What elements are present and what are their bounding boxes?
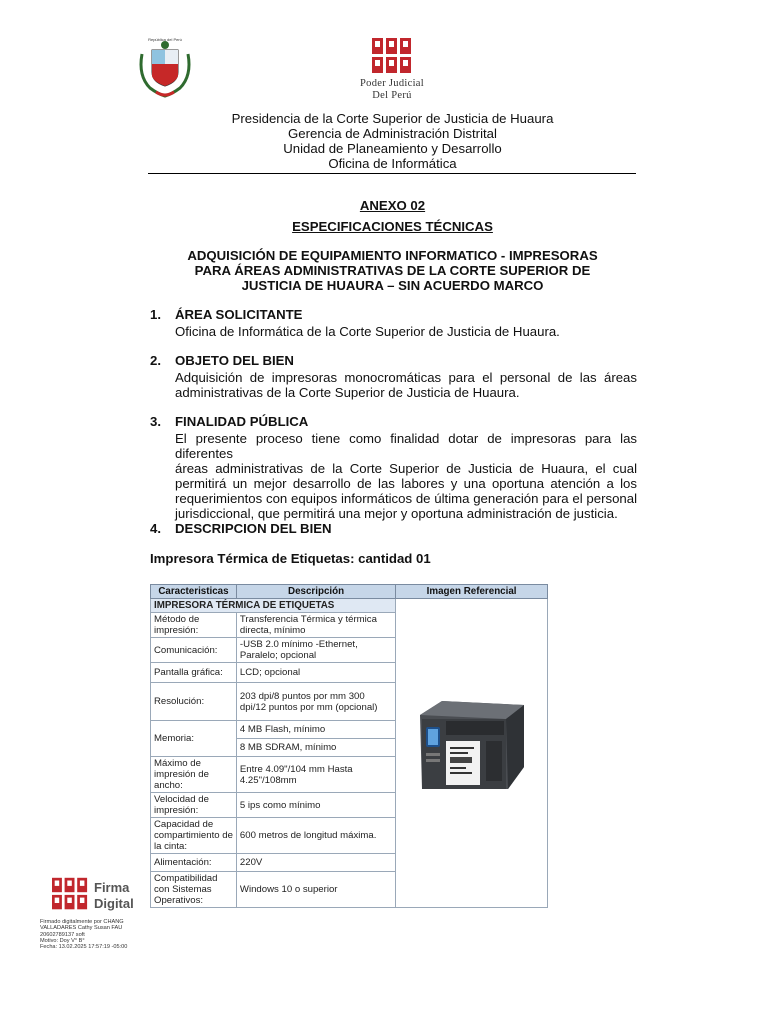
signature-meta-line: VALLADARES Cathy Susan FAU xyxy=(40,925,123,932)
row-description: 5 ips como mínimo xyxy=(236,793,395,818)
row-label: Capacidad de compartimiento de la cinta: xyxy=(151,818,237,854)
section-3-body xyxy=(175,431,637,521)
column-header: Caracteristicas xyxy=(151,585,237,599)
row-description: 4 MB Flash, mínimo xyxy=(236,721,395,739)
body-line: El presente proceso tiene como finalidad dotar de impresoras para las diferentes xyxy=(175,431,637,461)
section-1-heading xyxy=(150,307,302,322)
institution-name-line-1: Poder Judicial xyxy=(360,78,424,89)
section-1-body xyxy=(175,324,637,339)
signature-meta-line: Fecha: 13.02.2025 17:57:19 -05:00 xyxy=(40,944,128,951)
section-title: ÁREA SOLICITANTE xyxy=(175,307,303,322)
body-line: permitirá un mejor desarrollo de las labores y una oportuna atención a los xyxy=(175,476,637,491)
acquisition-title-line: PARA ÁREAS ADMINISTRATIVAS DE LA CORTE SUPERIOR DE xyxy=(194,263,591,278)
row-description: LCD; opcional xyxy=(236,663,395,683)
firma-label-line: Firma xyxy=(94,880,130,895)
acquisition-title-line: ADQUISICIÓN DE EQUIPAMIENTO INFORMATICO - IMPRESORAS xyxy=(187,248,598,263)
signature-meta-line: 20602789137 soft xyxy=(40,931,85,938)
row-label: Compatibilidad con Sistemas Operativos: xyxy=(151,872,237,908)
row-label: Máximo de impresión de ancho: xyxy=(151,757,237,793)
reference-image-cell xyxy=(396,599,548,908)
section-2-heading xyxy=(150,353,294,368)
row-description: 8 MB SDRAM, mínimo xyxy=(236,739,395,757)
specifications-table xyxy=(150,584,548,908)
label-printer-image xyxy=(412,697,532,807)
section-title: FINALIDAD PÚBLICA xyxy=(175,414,309,429)
section-4-heading xyxy=(150,521,332,536)
body-line: administrativas de la Corte Superior de Justicia de Huaura. xyxy=(175,385,520,400)
peru-coat-of-arms-logo xyxy=(136,36,194,98)
body-line: jurisdiccional, que permitirá una mejor y oportuna administración de justicia. xyxy=(175,506,618,521)
product-subtitle: Impresora Térmica de Etiquetas: cantidad 01 xyxy=(150,551,431,566)
header-organization xyxy=(150,111,635,171)
firma-label-line: Digital xyxy=(94,896,134,911)
row-label: Comunicación: xyxy=(151,638,237,663)
section-number: 1. xyxy=(150,307,161,322)
poder-judicial-logo xyxy=(344,36,440,108)
table-section-row xyxy=(151,599,548,613)
digital-signature-metadata xyxy=(40,919,150,950)
pj-mark-icon xyxy=(370,36,414,76)
row-label: Alimentación: xyxy=(151,854,237,872)
row-description: 600 metros de longitud máxima. xyxy=(236,818,395,854)
header-divider xyxy=(148,173,636,174)
row-label: Resolución: xyxy=(151,683,237,721)
row-description: 203 dpi/8 puntos por mm 300 dpi/12 puntos por mm (opcional) xyxy=(236,683,395,721)
header-line: Oficina de Informática xyxy=(328,156,457,171)
row-description: Transferencia Térmica y térmica directa, mínimo xyxy=(236,613,395,638)
row-label: Pantalla gráfica: xyxy=(151,663,237,683)
row-label: Velocidad de impresión: xyxy=(151,793,237,818)
body-line: Oficina de Informática de la Corte Superior de Justicia de Huaura. xyxy=(175,324,560,339)
row-description: Windows 10 o superior xyxy=(236,872,395,908)
header-line: Presidencia de la Corte Superior de Justicia de Huaura xyxy=(231,111,554,126)
body-line: requerimientos con equipos informáticos de última generación para el personal xyxy=(175,491,637,506)
row-label: Método de impresión: xyxy=(151,613,237,638)
row-description: 220V xyxy=(236,854,395,872)
section-3-heading xyxy=(150,414,308,429)
column-header: Descripción xyxy=(236,585,395,599)
escudo-label: República del Perú xyxy=(148,37,182,42)
section-2-body xyxy=(175,370,637,400)
firma-digital-label xyxy=(94,880,134,912)
signature-meta-line: Motivo: Doy V° B° xyxy=(40,937,85,944)
pj-mark-icon xyxy=(50,876,90,912)
institution-name-line-2: Del Perú xyxy=(372,90,412,101)
table-header-row xyxy=(151,585,548,599)
row-description: -USB 2.0 mínimo -Ethernet, Paralelo; opcional xyxy=(236,638,395,663)
section-title: OBJETO DEL BIEN xyxy=(175,353,294,368)
section-title: DESCRIPCION DEL BIEN xyxy=(175,521,332,536)
section-number: 2. xyxy=(150,353,161,368)
row-label: Memoria: xyxy=(151,721,237,757)
body-line: áreas administrativas de la Corte Superior de Justicia de Huaura, el cual xyxy=(175,461,637,476)
row-description: Entre 4.09"/104 mm Hasta 4.25"/108mm xyxy=(236,757,395,793)
header-line: Unidad de Planeamiento y Desarrollo xyxy=(283,141,502,156)
section-number: 3. xyxy=(150,414,161,429)
signature-meta-line: Firmado digitalmente por CHANG xyxy=(40,919,124,925)
especificaciones-title: ESPECIFICACIONES TÉCNICAS xyxy=(292,219,493,234)
header-line: Gerencia de Administración Distrital xyxy=(288,126,497,141)
acquisition-title-line: JUSTICIA DE HUAURA – SIN ACUERDO MARCO xyxy=(241,278,544,293)
anexo-title: ANEXO 02 xyxy=(359,198,426,213)
acquisition-title xyxy=(180,248,605,293)
section-number: 4. xyxy=(150,521,161,536)
table-section-label: IMPRESORA TÉRMICA DE ETIQUETAS xyxy=(151,599,396,613)
column-header: Imagen Referencial xyxy=(396,585,548,599)
body-line: Adquisición de impresoras monocromáticas para el personal de las áreas xyxy=(175,370,637,385)
